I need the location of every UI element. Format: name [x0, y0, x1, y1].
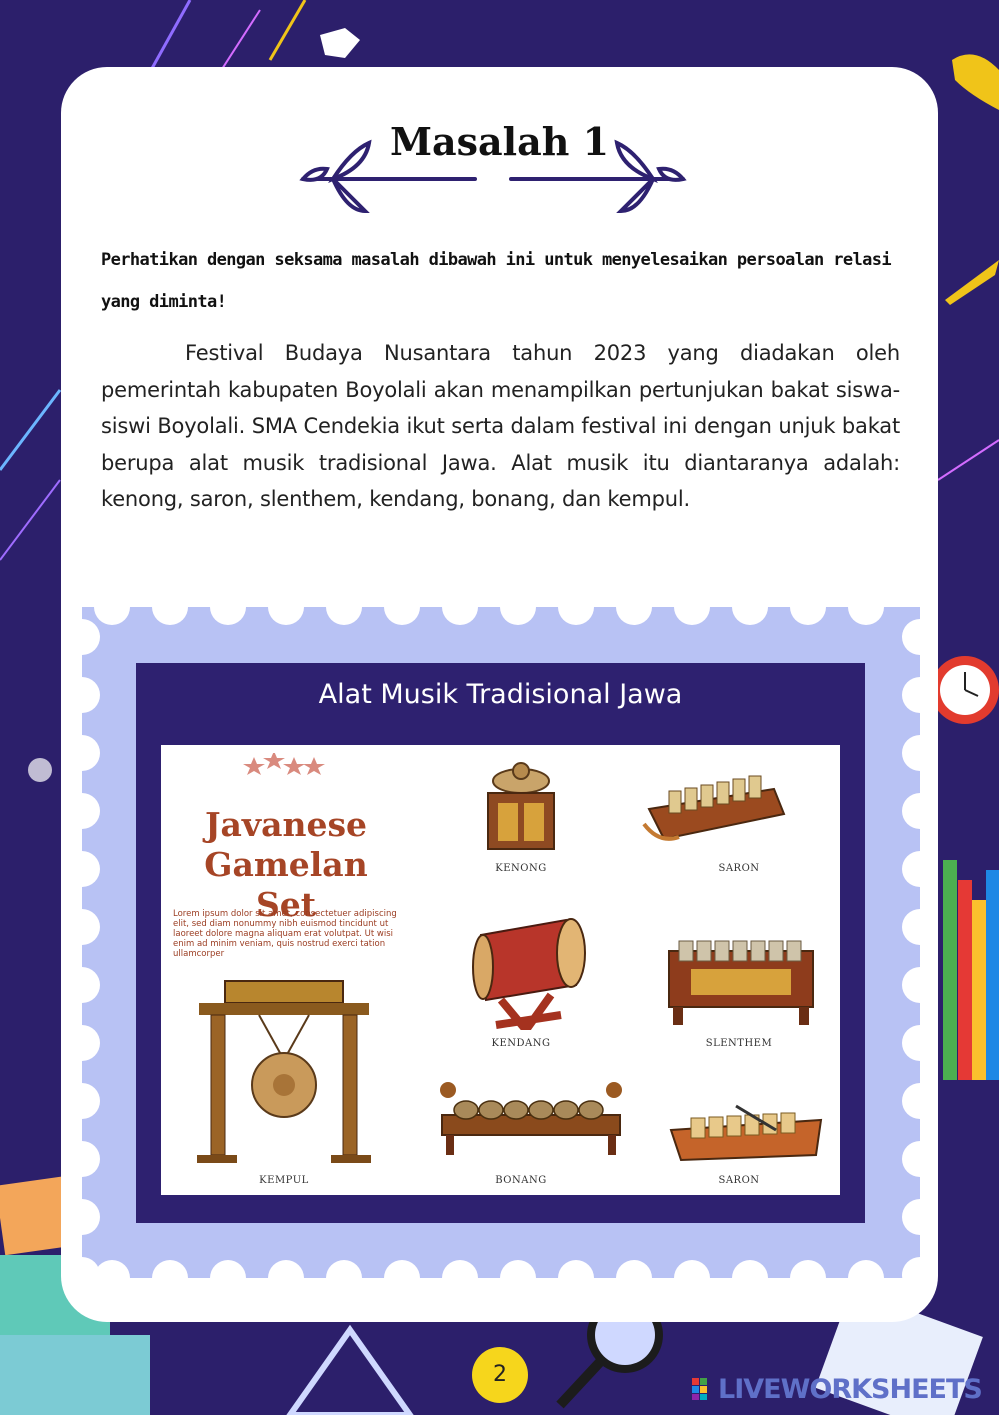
stamp-scallop [82, 793, 100, 829]
stamp-scallop [732, 607, 768, 625]
stamp-scallop [848, 607, 884, 625]
stamp-scallop [326, 607, 362, 625]
stamp-scallop [152, 1260, 188, 1278]
stamp-scallop [500, 607, 536, 625]
poster-heading-line1: Javanese [204, 805, 368, 844]
stamp-scallop [500, 1260, 536, 1278]
poster-heading-line2: Gamelan Set [204, 845, 368, 924]
slenthem-icon [661, 933, 821, 1028]
stamp-scallop [82, 1025, 100, 1061]
stamp-scallop [732, 1260, 768, 1278]
stamp-scallop [384, 1260, 420, 1278]
leaf-ornament-icon [283, 139, 703, 215]
figure-panel [136, 663, 865, 1223]
stamp-scallop [902, 967, 920, 1003]
label-kenong: KENONG [495, 863, 547, 874]
stamp-scallop [384, 607, 420, 625]
stamp-scallop [674, 1260, 710, 1278]
label-kempul: KEMPUL [259, 1175, 309, 1186]
stamp-scallop [902, 677, 920, 713]
stamp-scallop [82, 619, 100, 655]
kendang-icon [466, 905, 591, 1030]
stamp-scallop [82, 1257, 100, 1278]
label-bonang: BONANG [495, 1175, 547, 1186]
bonang-icon [436, 1075, 626, 1165]
stamp-scallop [268, 1260, 304, 1278]
stamp-scallop [82, 677, 100, 713]
stamp-scallop [82, 1083, 100, 1119]
stamp-scallop [848, 1260, 884, 1278]
liveworksheets-logo-icon [692, 1378, 714, 1400]
label-saron-top: SARON [718, 863, 760, 874]
label-saron-bottom: SARON [718, 1175, 760, 1186]
label-kendang: KENDANG [491, 1038, 551, 1049]
stamp-scallop [790, 607, 826, 625]
stamp-scallop [210, 1260, 246, 1278]
stamp-scallop [902, 909, 920, 945]
kempul-icon [189, 975, 379, 1170]
stamp-scallop [82, 909, 100, 945]
stamp-scallop [558, 1260, 594, 1278]
stamp-scallop [902, 1141, 920, 1177]
stamp-scallop [902, 1025, 920, 1061]
stamp-scallop [674, 607, 710, 625]
page-number: 2 [472, 1347, 528, 1403]
stamp-scallop [902, 1083, 920, 1119]
label-slenthem: SLENTHEM [705, 1038, 773, 1049]
stamp-scallop [82, 967, 100, 1003]
stamp-scallop [82, 735, 100, 771]
figure-stamp-frame [82, 607, 920, 1278]
stamp-scallop [902, 619, 920, 655]
stamp-scallop [616, 607, 652, 625]
stamp-scallop [82, 1141, 100, 1177]
stamp-scallop [152, 607, 188, 625]
poster-heading [171, 805, 401, 925]
kenong-icon [476, 759, 566, 859]
figure-title: Alat Musik Tradisional Jawa [318, 679, 683, 710]
stamp-scallop [902, 851, 920, 887]
stamp-scallop [442, 1260, 478, 1278]
problem-paragraph: Festival Budaya Nusantara tahun 2023 yang diadakan oleh pemerintah kabupaten Boyolali akan menampilkan pertunjukan bakat siswa-siswi Boyolali. SMA Cendekia ikut serta dalam festival ini dengan unjuk bakat berupa alat musik tradisional Jawa. Alat musik itu diantaranya adalah: kenong, saron, slenthem, kendang, bonang, dan kempul. [101, 341, 900, 512]
gamelan-poster [161, 745, 840, 1195]
stamp-scallop [902, 793, 920, 829]
stamp-scallop [442, 607, 478, 625]
stamp-scallop [268, 607, 304, 625]
stamp-scallop [790, 1260, 826, 1278]
stamp-scallop [902, 1199, 920, 1235]
stamp-scallop [94, 607, 130, 625]
page-title: Masalah 1 [389, 119, 610, 164]
watermark: LIVEWORKSHEETS [718, 1374, 982, 1405]
stamp-scallop [616, 1260, 652, 1278]
stars-icon [239, 753, 329, 783]
stamp-scallop [902, 735, 920, 771]
stamp-scallop [558, 607, 594, 625]
saron-icon [666, 1100, 826, 1170]
stamp-scallop [210, 607, 246, 625]
stamp-scallop [82, 1199, 100, 1235]
stamp-scallop [82, 851, 100, 887]
poster-description: Lorem ipsum dolor sit amet, consectetuer adipiscing elit, sed diam nonummy nibh euismod tincidunt ut laoreet dolore magna aliquam erat volutpat. Ut wisi enim ad minim veniam, quis nostrud exerci tation ullamcorper [173, 909, 397, 959]
stamp-scallop [326, 1260, 362, 1278]
saron-icon [639, 769, 789, 849]
instruction-text: Perhatikan dengan seksama masalah dibawah ini untuk menyelesaikan persoalan relasi yang diminta! [101, 250, 892, 312]
stamp-scallop [902, 1257, 920, 1278]
